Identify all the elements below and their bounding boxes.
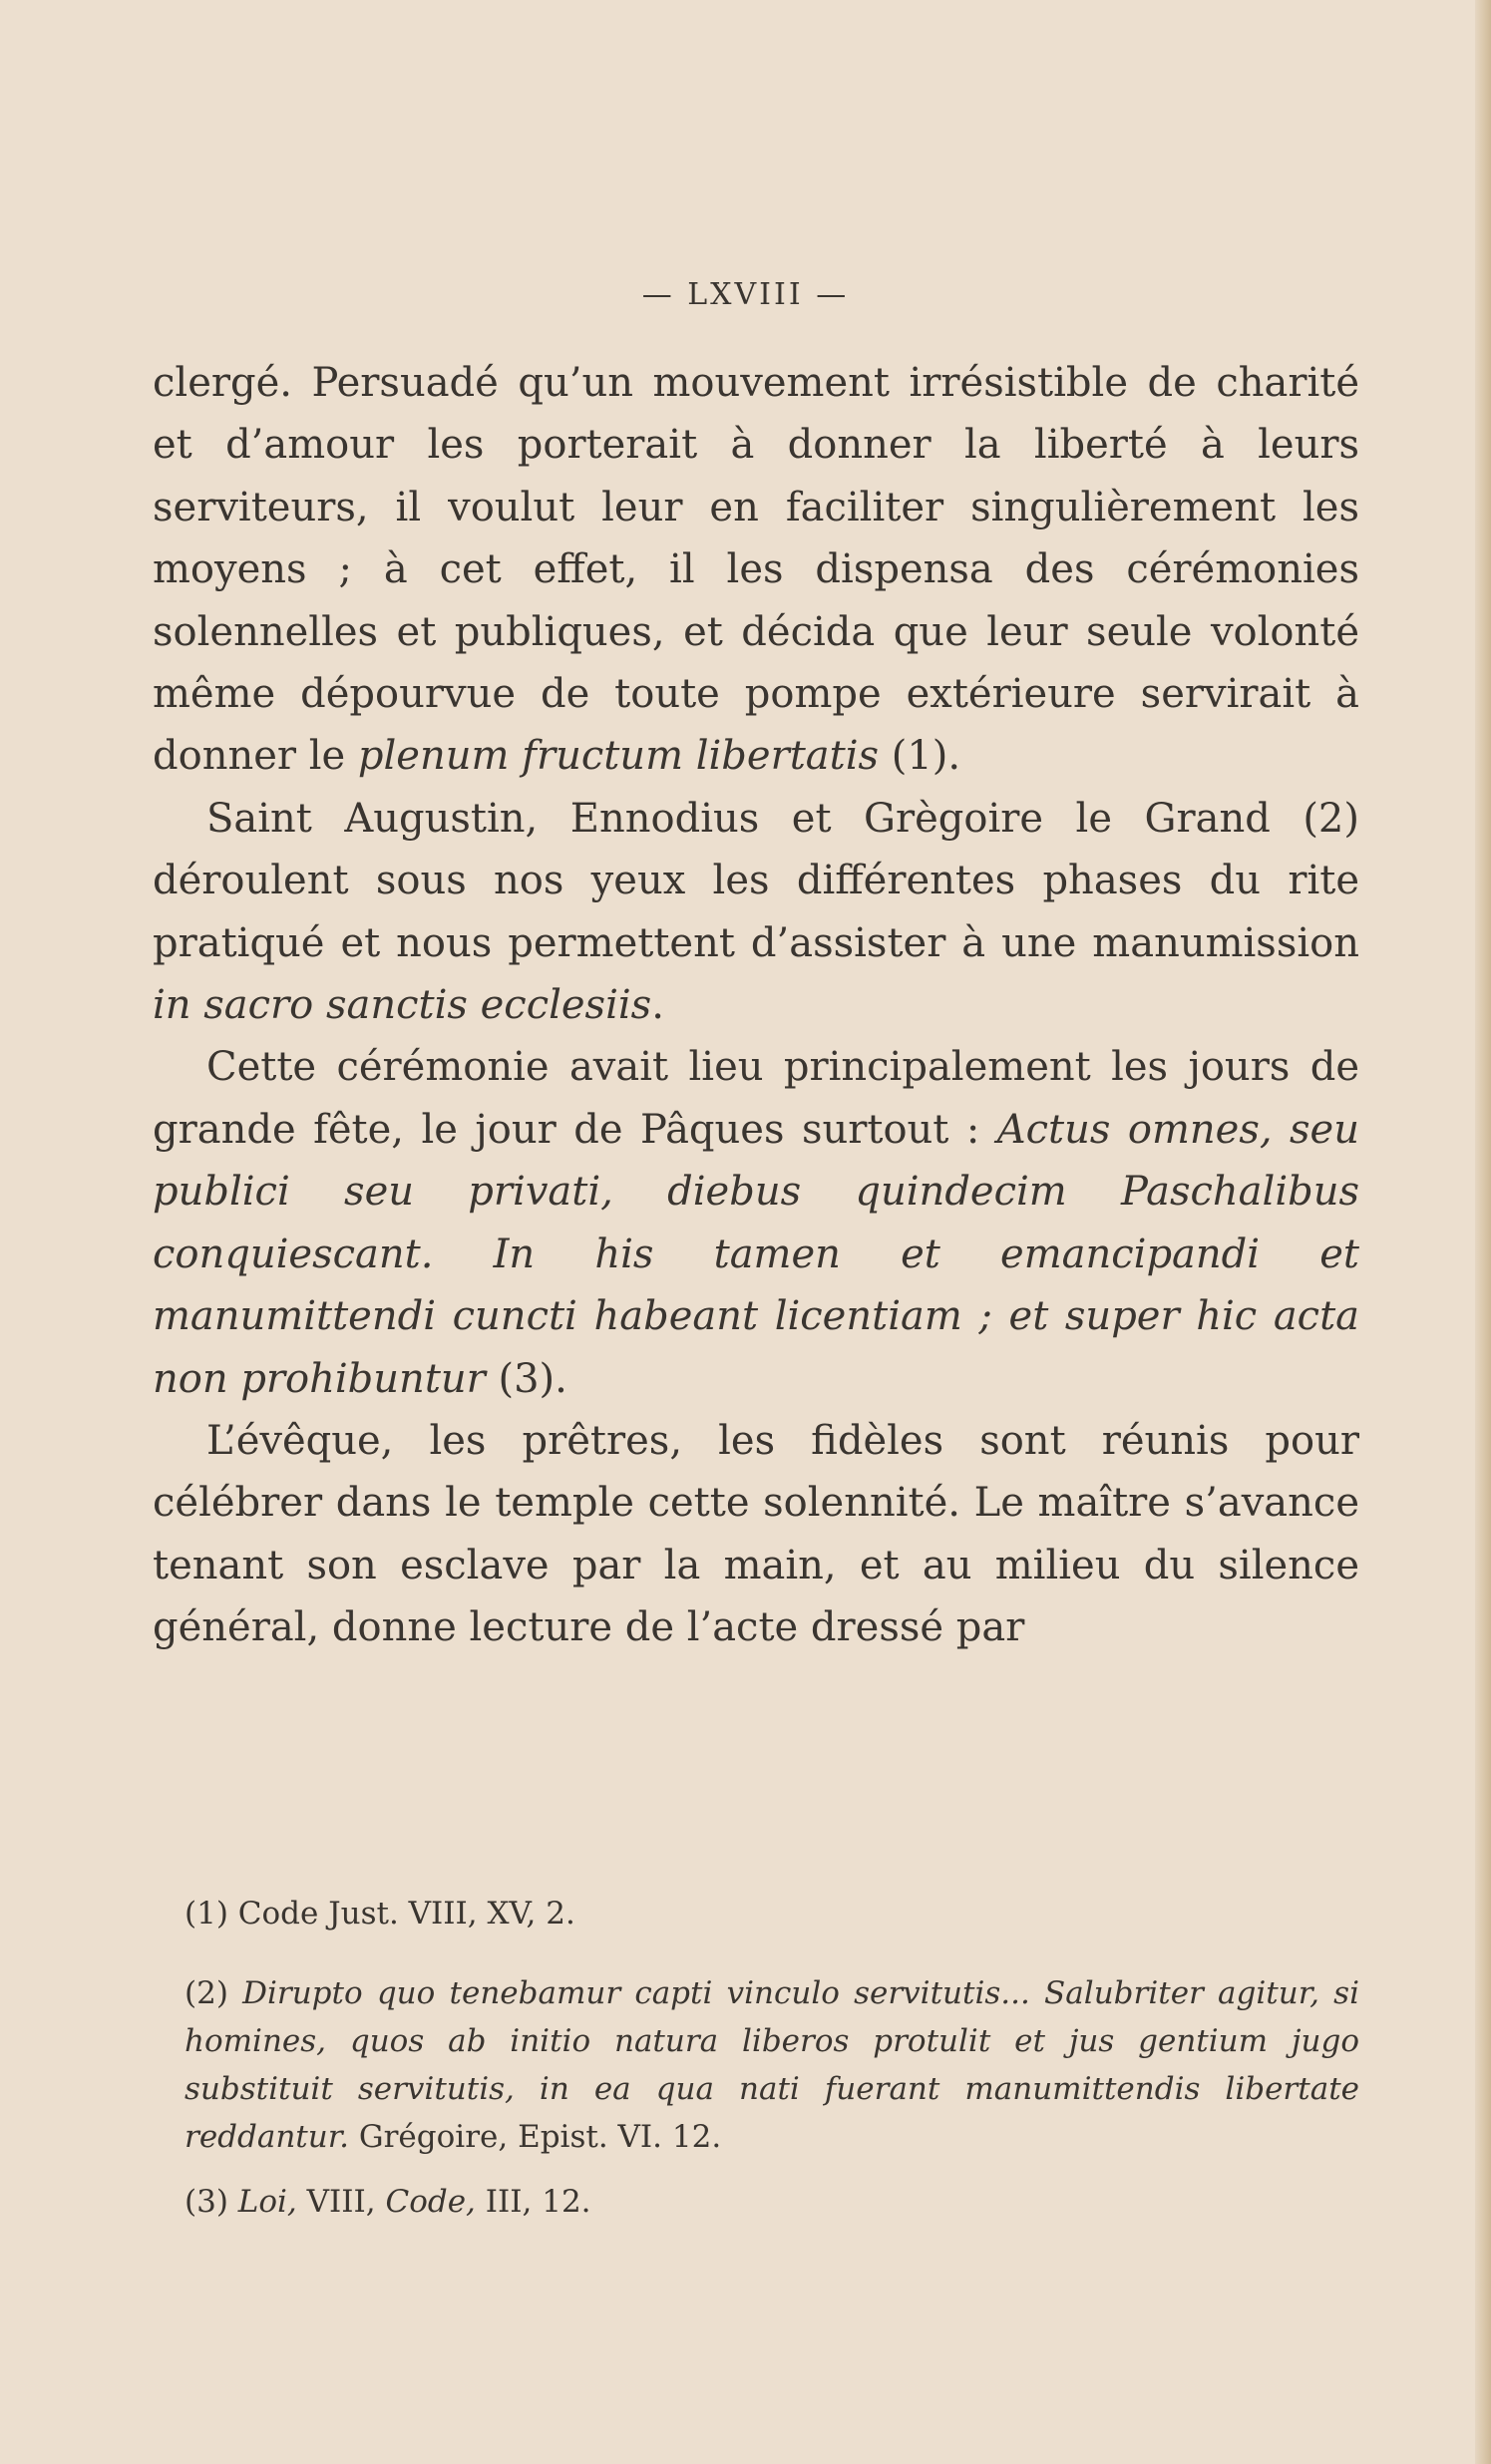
paragraph-3 xyxy=(153,1036,1359,1409)
footnote-3-num: VIII, xyxy=(296,2184,386,2220)
footnote-2-source: Grégoire, Epist. VI. 12. xyxy=(349,2119,722,2155)
paragraph-1-note-ref: (1). xyxy=(879,733,961,780)
page-spine-edge xyxy=(1475,0,1491,2464)
paragraph-1-latin: plenum fructum libertatis xyxy=(357,733,880,780)
page-folio: — LXVIII — xyxy=(641,277,850,312)
footnote-3 xyxy=(185,2178,1359,2226)
footnotes xyxy=(153,1890,1359,2243)
paragraph-2-text: Saint Augustin, Ennodius et Grègoire le Grand (2) déroulent sous nos yeux les différentes phases du rite pratiqué et nous permettent d’assister à une manumission xyxy=(153,795,1359,966)
footnote-3-mark: (3) xyxy=(185,2184,238,2220)
main-text xyxy=(153,352,1359,1659)
paragraph-3-text: Cette cérémonie avait lieu principalement les jours de grande fête, le jour de Pâques surtout : xyxy=(153,1044,1359,1153)
footnote-3-loi: Loi, xyxy=(237,2184,297,2220)
footnote-2-latin: Dirupto quo tenebamur capti vinculo servitutis... Salubriter agitur, si homines, quos ab initio natura liberos protulit et jus gentium jugo substituit servitutis, in ea qua nati fuerant manumittendis libertate reddantur. xyxy=(185,1975,1360,2155)
footnote-1: (1) Code Just. VIII, XV, 2. xyxy=(185,1896,575,1932)
footnote-3-ref: III, 12. xyxy=(475,2184,591,2220)
footnote-3-code: Code, xyxy=(385,2184,476,2220)
paragraph-2-end: . xyxy=(651,982,664,1029)
footnote-2-mark: (2) xyxy=(185,1975,243,2011)
paragraph-3-latin: Actus omnes, seu publici seu privati, diebus quindecim Paschalibus conquiescant. In his tamen et emancipandi et manumittendi cuncti habeant licentiam ; et super hic acta non prohibuntur xyxy=(153,1106,1359,1402)
paragraph-3-note-ref: (3). xyxy=(485,1355,567,1402)
paragraph-2-latin: in sacro sanctis ecclesiis xyxy=(153,982,652,1029)
footnote-2 xyxy=(185,1969,1359,2161)
paragraph-2 xyxy=(153,788,1359,1037)
paragraph-1-text: clergé. Persuadé qu’un mouvement irrésistible de charité et d’amour les porterait à donner la liberté à leurs serviteurs, il voulut leur en faciliter singulièrement les moyens ; à cet effet, il les dispensa des cérémonies solennelles et publiques, et décida que leur seule volonté même dépourvue de toute pompe extérieure servirait à donner le xyxy=(153,360,1359,780)
paragraph-4: L’évêque, les prêtres, les fidèles sont réunis pour célébrer dans le temple cette solennité. Le maître s’avance tenant son esclave par la main, et au milieu du silence général, donne lecture de l’acte dressé par xyxy=(153,1417,1359,1651)
paragraph-1 xyxy=(153,352,1359,788)
